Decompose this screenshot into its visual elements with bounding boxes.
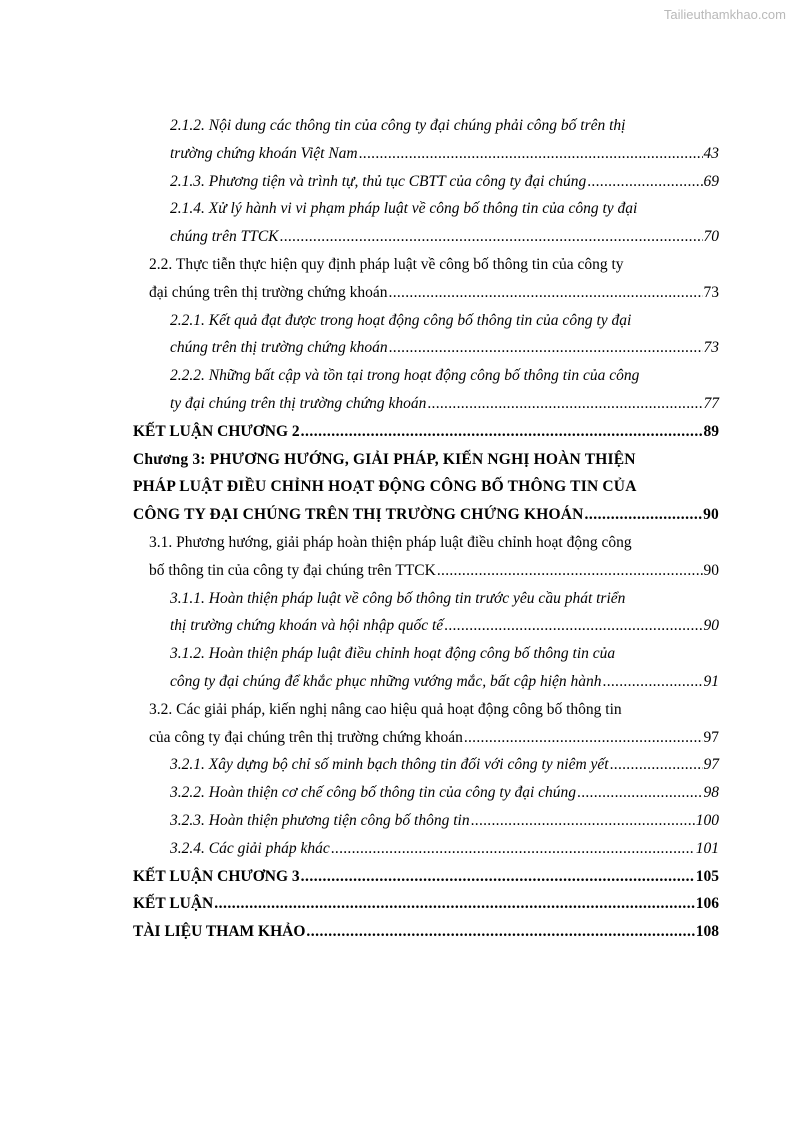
dot-leader xyxy=(214,890,695,918)
toc-entry-title: KẾT LUẬN CHƯƠNG 3 xyxy=(133,867,300,885)
page-number: 106 xyxy=(695,895,719,913)
toc-entry-16[interactable] xyxy=(133,835,719,863)
toc-entry-last-line xyxy=(133,863,719,891)
toc-entry-9[interactable] xyxy=(133,529,719,585)
toc-entry-last-line xyxy=(170,168,719,196)
toc-entry-title: công ty đại chúng để khắc phục những vướng mắc, bất cập hiện hành xyxy=(170,672,602,690)
toc-entry-last-line xyxy=(170,835,719,863)
toc-entry-13[interactable] xyxy=(133,751,719,779)
toc-entry-line: Chương 3: PHƯƠNG HƯỚNG, GIẢI PHÁP, KIẾN NGHỊ HOÀN THIỆN xyxy=(133,450,636,468)
page-number: 97 xyxy=(703,756,719,774)
table-of-contents xyxy=(133,112,719,946)
dot-leader xyxy=(389,279,703,307)
toc-entry-title: của công ty đại chúng trên thị trường chứng khoán xyxy=(149,728,463,746)
toc-entry-last-line xyxy=(170,223,719,251)
toc-entry-title: KẾT LUẬN xyxy=(133,895,214,913)
toc-entry-title: KẾT LUẬN CHƯƠNG 2 xyxy=(133,422,300,440)
toc-entry-title: 2.1.3. Phương tiện và trình tự, thủ tục CBTT của công ty đại chúng xyxy=(170,172,587,190)
toc-entry-title: bố thông tin của công ty đại chúng trên TTCK xyxy=(149,561,436,579)
page-number: 89 xyxy=(703,422,719,440)
toc-entry-title: 3.2.3. Hoàn thiện phương tiện công bố thông tin xyxy=(170,811,470,829)
toc-entry-last-line xyxy=(170,612,719,640)
toc-entry-last-line xyxy=(133,918,719,946)
toc-entry-15[interactable] xyxy=(133,807,719,835)
toc-entry-line: 3.1.2. Hoàn thiện pháp luật điều chỉnh hoạt động công bố thông tin của xyxy=(170,645,616,663)
toc-entry-title: chúng trên thị trường chứng khoán xyxy=(170,339,388,357)
dot-leader xyxy=(301,863,695,891)
toc-entry-last-line xyxy=(133,890,719,918)
dot-leader xyxy=(301,418,703,446)
toc-entry-title: trường chứng khoán Việt Nam xyxy=(170,144,358,162)
toc-entry-last-line xyxy=(170,751,719,779)
toc-entry-18[interactable] xyxy=(133,890,719,918)
dot-leader xyxy=(585,501,703,529)
page-number: 108 xyxy=(695,923,719,941)
toc-entry-line: 2.2.1. Kết quả đạt được trong hoạt động công bố thông tin của công ty đại xyxy=(170,311,632,329)
toc-entry-title: chúng trên TTCK xyxy=(170,228,279,246)
dot-leader xyxy=(331,835,695,863)
toc-entry-last-line xyxy=(170,390,719,418)
toc-entry-line: 2.1.4. Xử lý hành vi vi phạm pháp luật về công bố thông tin của công ty đại xyxy=(170,200,638,218)
toc-entry-line: 3.1. Phương hướng, giải pháp hoàn thiện pháp luật điều chỉnh hoạt động công xyxy=(149,533,632,551)
toc-entry-line: 2.1.2. Nội dung các thông tin của công ty đại chúng phải công bố trên thị xyxy=(170,117,626,134)
page-number: 105 xyxy=(695,867,719,885)
toc-entry-8[interactable] xyxy=(133,446,719,529)
dot-leader xyxy=(444,612,702,640)
toc-entry-title: 3.2.1. Xây dựng bộ chỉ số minh bạch thông tin đối với công ty niêm yết xyxy=(170,756,609,774)
dot-leader xyxy=(359,140,703,168)
watermark: Tailieuthamkhao.com xyxy=(663,7,786,22)
dot-leader xyxy=(471,807,695,835)
toc-entry-last-line xyxy=(170,334,719,362)
dot-leader xyxy=(437,557,703,585)
toc-entry-17[interactable] xyxy=(133,863,719,891)
toc-entry-last-line xyxy=(170,668,719,696)
toc-entry-last-line xyxy=(170,140,719,168)
toc-entry-last-line xyxy=(149,724,719,752)
page-number: 70 xyxy=(703,228,719,246)
dot-leader xyxy=(577,779,702,807)
page-number: 100 xyxy=(695,811,719,829)
toc-entry-11[interactable] xyxy=(133,640,719,696)
page-number: 69 xyxy=(703,172,719,190)
toc-entry-last-line xyxy=(170,807,719,835)
toc-entry-6[interactable] xyxy=(133,362,719,418)
toc-entry-title: CÔNG TY ĐẠI CHÚNG TRÊN THỊ TRƯỜNG CHỨNG KHOÁN xyxy=(133,506,584,524)
page-number: 101 xyxy=(695,839,719,857)
toc-entry-line: PHÁP LUẬT ĐIỀU CHỈNH HOẠT ĐỘNG CÔNG BỐ THÔNG TIN CỦA xyxy=(133,478,637,496)
toc-entry-2[interactable] xyxy=(133,168,719,196)
page-number: 43 xyxy=(703,144,719,162)
toc-entry-3[interactable] xyxy=(133,195,719,251)
toc-entry-12[interactable] xyxy=(133,696,719,752)
toc-entry-title: đại chúng trên thị trường chứng khoán xyxy=(149,283,388,301)
toc-entry-10[interactable] xyxy=(133,585,719,641)
toc-entry-last-line xyxy=(170,779,719,807)
toc-entry-5[interactable] xyxy=(133,307,719,363)
dot-leader xyxy=(464,724,703,752)
toc-entry-19[interactable] xyxy=(133,918,719,946)
toc-entry-title: TÀI LIỆU THAM KHẢO xyxy=(133,923,306,941)
dot-leader xyxy=(587,168,702,196)
dot-leader xyxy=(610,751,703,779)
page-number: 90 xyxy=(703,506,719,524)
toc-entry-14[interactable] xyxy=(133,779,719,807)
toc-entry-title: 3.2.2. Hoàn thiện cơ chế công bố thông tin của công ty đại chúng xyxy=(170,784,577,802)
toc-entry-last-line xyxy=(149,279,719,307)
page-number: 90 xyxy=(703,617,719,635)
page-number: 90 xyxy=(703,561,719,579)
toc-entry-title: ty đại chúng trên thị trường chứng khoán xyxy=(170,394,427,412)
toc-entry-1[interactable] xyxy=(133,112,719,168)
toc-entry-last-line xyxy=(149,557,719,585)
page-number: 73 xyxy=(703,283,719,301)
toc-entry-7[interactable] xyxy=(133,418,719,446)
dot-leader xyxy=(389,334,703,362)
toc-entry-line: 3.2. Các giải pháp, kiến nghị nâng cao hiệu quả hoạt động công bố thông tin xyxy=(149,700,622,718)
page-number: 97 xyxy=(703,728,719,746)
toc-entry-last-line xyxy=(133,418,719,446)
toc-entry-title: 3.2.4. Các giải pháp khác xyxy=(170,839,330,857)
page-number: 91 xyxy=(703,672,719,690)
dot-leader xyxy=(427,390,702,418)
dot-leader xyxy=(603,668,703,696)
page-number: 98 xyxy=(703,784,719,802)
toc-entry-title: thị trường chứng khoán và hội nhập quốc tế xyxy=(170,617,444,635)
dot-leader xyxy=(280,223,703,251)
dot-leader xyxy=(306,918,694,946)
page-number: 73 xyxy=(703,339,719,357)
toc-entry-line: 2.2. Thực tiễn thực hiện quy định pháp luật về công bố thông tin của công ty xyxy=(149,255,624,273)
toc-entry-last-line xyxy=(133,501,719,529)
toc-entry-4[interactable] xyxy=(133,251,719,307)
page-number: 77 xyxy=(703,394,719,412)
toc-entry-line: 3.1.1. Hoàn thiện pháp luật về công bố thông tin trước yêu cầu phát triển xyxy=(170,589,626,607)
toc-entry-line: 2.2.2. Những bất cập và tồn tại trong hoạt động công bố thông tin của công xyxy=(170,367,640,385)
